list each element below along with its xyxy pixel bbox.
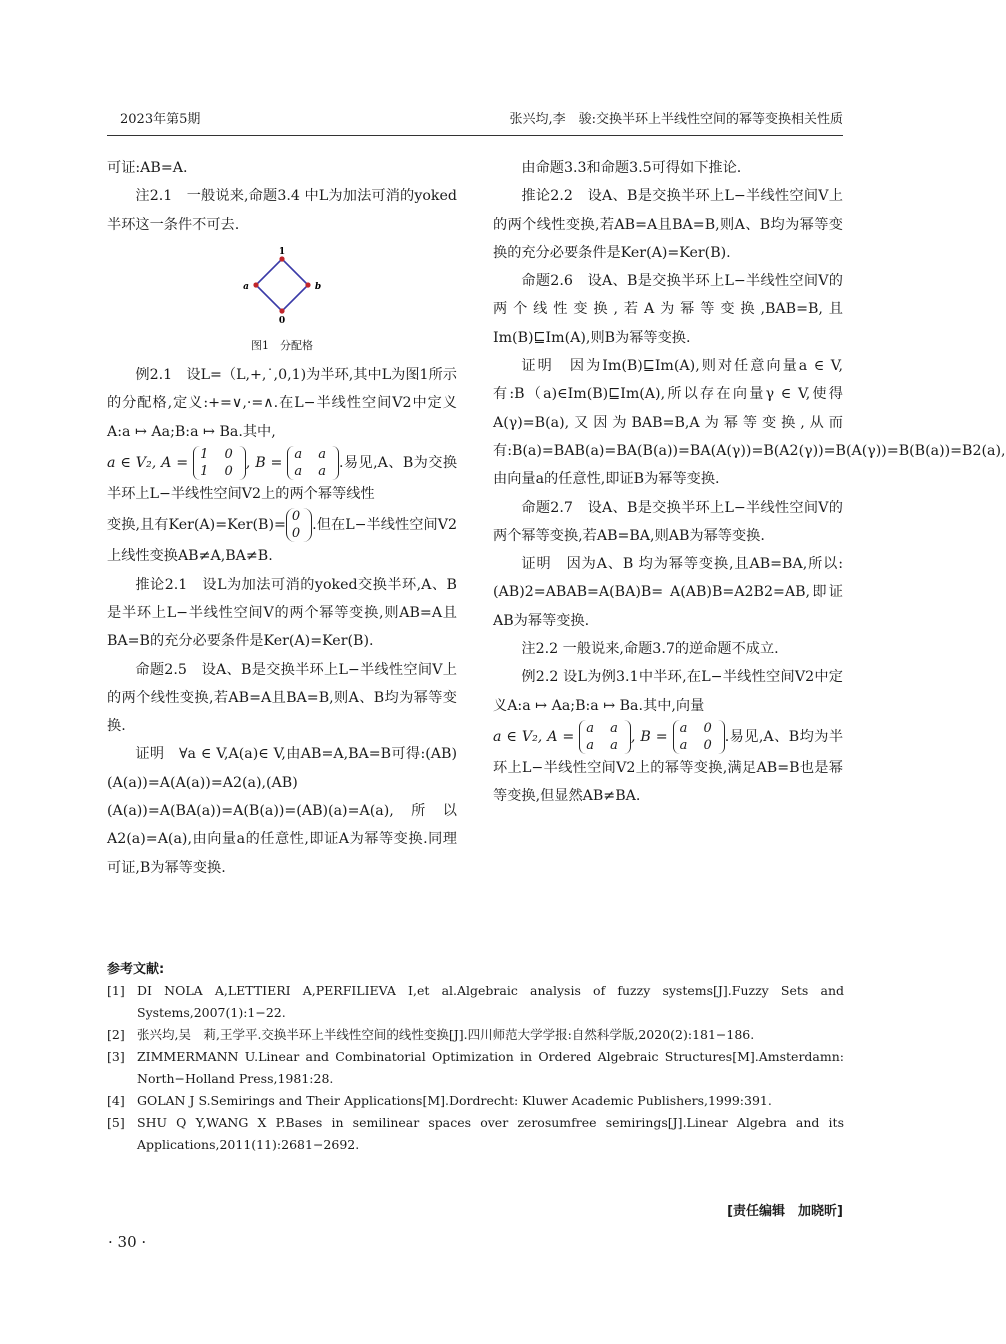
- lattice-right-label: b: [314, 281, 322, 292]
- references-list: [107, 980, 844, 1156]
- proof-2-5: 证明 ∀a ∈ V,A(a)∈ V,由AB=A,BA=B可得:(AB)(A(a))=A(A(a))=A2(a),(AB)(A(a))=A(BA(a))=A(B(a))=(AB)(a)=A(a),所以A2(a)=A(a),由向量a的任意性,即证A为幂等变换.同理可证,B为幂等变换.: [107, 746, 457, 876]
- figure-caption: 图1 分配格: [251, 339, 313, 353]
- responsible-editor: [责任编辑 加晓昕]: [727, 1204, 843, 1219]
- right-column: [493, 154, 1006, 811]
- proof-2-6: 证明 因为Im(B)⊑Im(A),则对任意向量a ∈ V,有:B（a)∈Im(B)⊑Im(A),所以存在向量γ ∈ V,使得A(γ)=B(a),又因为BAB=B,A为幂等变换,从而有:B(a)=BAB(a)=BA(B(a))=BA(A(γ))=B(A2(γ))=B(A(γ))=B(B(a))=B2(a),由向量a的任意性,即证B为幂等变换.: [493, 358, 1006, 488]
- math-b-eq: , B =: [245, 455, 283, 472]
- example-2-1-text: .易见,A、B为交换半环上L−半线性空间V2上的两个幂等线性: [107, 455, 458, 503]
- note-2-2: 注2.2 一般说来,命题3.7的逆命题不成立.: [521, 641, 779, 658]
- example-2-1-matrices: [107, 446, 457, 508]
- running-header-issue: 2023年第5期: [120, 112, 201, 127]
- reference-item: [4] GOLAN J S.Semirings and Their Applications[M].Dordrecht: Kluwer Academic Publishers,1999:391.: [107, 1093, 772, 1108]
- matrix-kernel: 0 0: [286, 508, 312, 542]
- reference-item: [2] 张兴均,吴 莉,王学平.交换半环上半线性空间的线性变换[J].四川师范大学学报:自然科学版,2020(2):181−186.: [107, 1027, 755, 1042]
- example-2-1-kernel: 变换,且有Ker(A)=Ker(B)= 0 0 .但在L−半线性空间V2上线性变换AB≠A,BA≠B.: [107, 509, 458, 565]
- reference-item: [1] DI NOLA A,LETTIERI A,PERFILIEVA I,et al.Algebraic analysis of fuzzy systems[J].Fuzzy Sets and Systems,2007(1):1−22.: [107, 983, 844, 1020]
- header-rule: [107, 135, 843, 136]
- page-number: · 30 ·: [108, 1233, 147, 1251]
- lattice-node-left: [253, 282, 258, 287]
- matrix-A: 1 0 1 0: [193, 446, 246, 480]
- matrix-A-2: a a a a: [579, 720, 631, 754]
- matrix-B: a a a a: [287, 446, 339, 480]
- example-2-2-matrices: a ∈ V₂, A = a a a a , B = a 0 a 0 .易见,A、B均为半环上L−半线性空间V2上的幂等变换,满足AB=B也是幂等变换,但显然AB≠BA.: [493, 720, 844, 805]
- math-a-in-v2: a ∈ V₂, A =: [107, 455, 189, 472]
- reference-item: [5] SHU Q Y,WANG X P.Bases in semilinear spaces over zerosumfree semirings[J].Linear Algebra and its Applications,2011(11):2681−2692.: [107, 1115, 844, 1152]
- lattice-edge-right-bottom: [282, 285, 308, 311]
- lattice-node-top: [279, 256, 284, 261]
- left-column: [107, 154, 457, 882]
- proposition-2-5: 命题2.5 设A、B是交换半环上L−半线性空间V上的两个线性变换,若AB=A且BA=B,则A、B均为幂等变换.: [107, 661, 457, 735]
- lattice-top-label: 1: [278, 246, 286, 257]
- matrix-B-2: a 0 a 0: [673, 720, 725, 754]
- corollary-2-2: 推论2.2 设A、B是交换半环上L−半线性空间V上的两个线性变换,若AB=A且BA=B,则A、B均为幂等变换的充分必要条件是Ker(A)=Ker(B).: [493, 188, 843, 261]
- lattice-node-bottom: [279, 308, 284, 313]
- lattice-edge-top-left: [256, 259, 282, 285]
- running-header-title: 张兴均,李 骏:交换半环上半线性空间的幂等变换相关性质: [509, 112, 843, 127]
- proposition-2-7: 命题2.7 设A、B是交换半环上L−半线性空间V的两个幂等变换,若AB=BA,则AB为幂等变换.: [493, 499, 843, 544]
- corollary-2-1: 推论2.1 设L为加法可消的yoked交换半环,A、B是半环上L−半线性空间V的两个幂等变换,则AB=A且BA=B的充分必要条件是Ker(A)=Ker(B).: [107, 576, 457, 650]
- proof-conclusion: 可证:AB=A.: [107, 160, 188, 176]
- note-2-1: 注2.1 一般说来,命题3.4 中L为加法可消的yoked半环这一条件不可去.: [107, 188, 457, 233]
- reference-item: [3] ZIMMERMANN U.Linear and Combinatorial Optimization in Ordered Algebraic Structures[M].Amsterdamn: North−Holland Press,1981:28.: [107, 1049, 844, 1086]
- lattice-edge-top-right: [282, 259, 308, 285]
- lattice-edge-left-bottom: [256, 285, 282, 311]
- example-2-2-intro: 例2.2 设L为例3.1中半环,在L−半线性空间V2中定义A:a ↦ Aa;B:a ↦ Ba.其中,向量: [493, 669, 843, 714]
- proof-2-7: 证明 因为A、B 均为幂等变换,且AB=BA,所以:(AB)2=ABAB=A(BA)B= A(AB)B=A2B2=AB,即证AB为幂等变换.: [493, 556, 843, 629]
- lattice-left-label: a: [243, 281, 249, 292]
- transition-sentence: 由命题3.3和命题3.5可得如下推论.: [521, 160, 742, 176]
- lattice-node-right: [305, 282, 310, 287]
- example-2-1-intro: 例2.1 设L=（L,+,˙,0,1)为半环,其中L为图1所示的分配格,定义:+=∨,·=∧.在L−半线性空间V2中定义A:a ↦ Aa;B:a ↦ Ba.其中,: [107, 367, 457, 440]
- proposition-2-6: 命题2.6 设A、B是交换半环上L−半线性空间V的两个线性变换,若A为幂等变换,BAB=B,且Im(B)⊑Im(A),则B为幂等变换.: [493, 273, 843, 346]
- lattice-bottom-label: 0: [278, 315, 286, 326]
- references-title: 参考文献:: [107, 962, 165, 977]
- figure-distributive-lattice: [107, 245, 457, 335]
- lattice-diagram: [232, 245, 332, 325]
